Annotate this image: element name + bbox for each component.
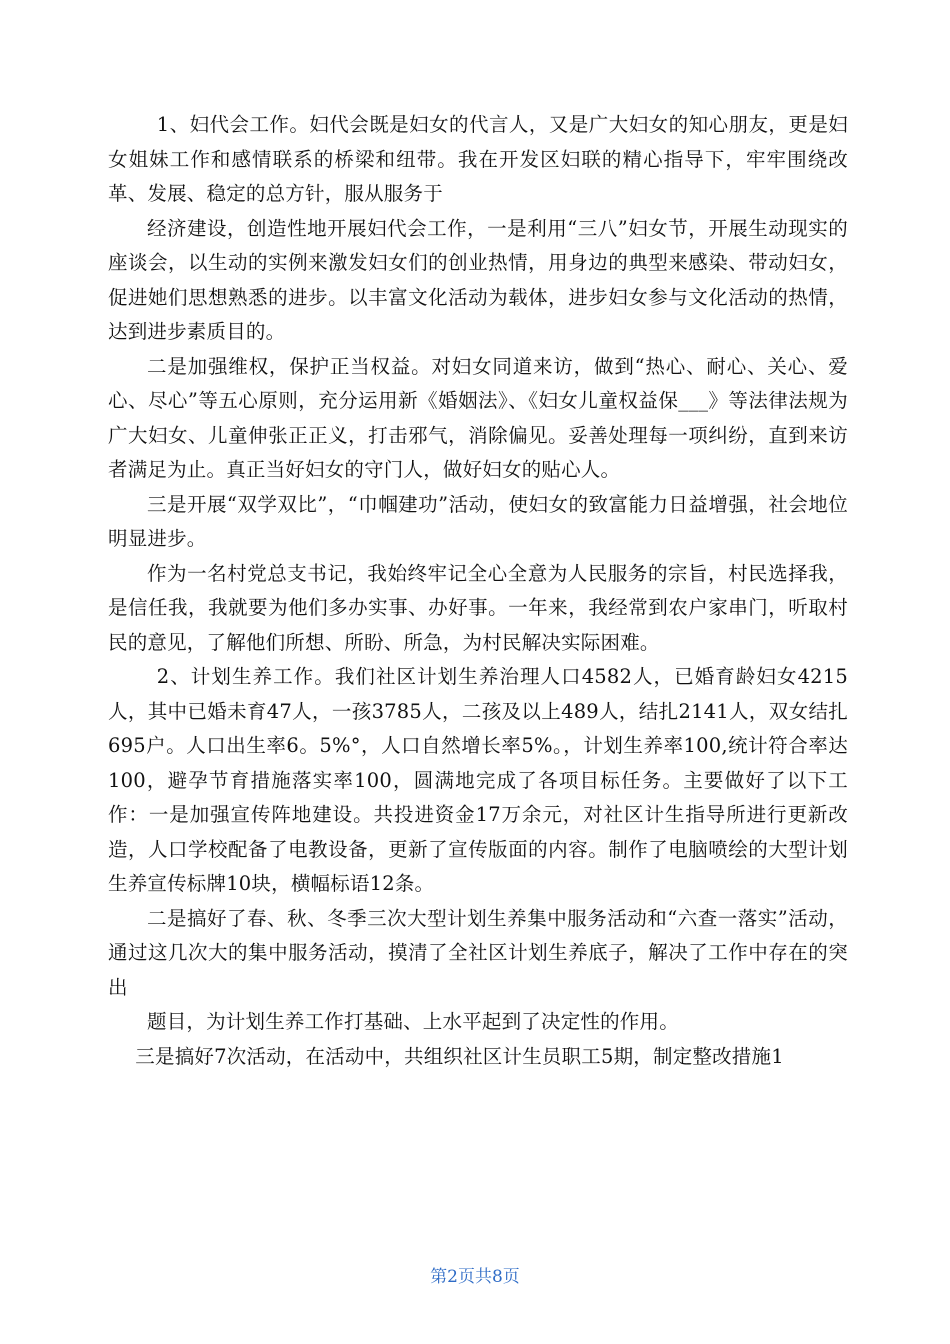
paragraph-economic-construction: 经济建设，创造性地开展妇代会工作，一是利用“三八”妇女节，开展生动现实的座谈会，以生动的实例来激发妇女们的创业热情，用身边的典型来感染、带动妇女，促进她们思想熟悉的进步。以丰富文化活动为载体，进步妇女参与文化活动的热情，达到进步素质目的。 [108, 216, 848, 343]
page-number-footer: 第2页共8页 [430, 1267, 520, 1287]
document-body [108, 108, 848, 1074]
paragraph-rights-protection: 二是加强维权，保护正当权益。对妇女同道来访，做到“热心、耐心、关心、爱心、尽心”等五心原则，充分运用新《婚姻法》、《妇女儿童权益保___》等法律法规为广大妇女、儿童伸张正正义，打击邪气，消除偏见。妥善处理每一项纠纷，直到来访者满足为止。真正当好妇女的守门人，做好妇女的贴心人。 [108, 354, 848, 481]
paragraph-seven-activities: 三是搞好7次活动，在活动中，共组织社区计生员职工5期，制定整改措施1 [135, 1044, 784, 1068]
paragraph-women-congress: 1、妇代会工作。妇代会既是妇女的代言人，又是广大妇女的知心朋友，更是妇女姐妹工作和感情联系的桥梁和纽带。我在开发区妇联的精心指导下，牢牢围绕改革、发展、稳定的总方针，服从服务于 [108, 113, 848, 205]
paragraph-double-learning: 三是开展“双学双比”，“巾帼建功”活动，使妇女的致富能力日益增强，社会地位明显进步。 [108, 492, 848, 550]
paragraph-party-secretary: 作为一名村党总支书记，我始终牢记全心全意为人民服务的宗旨，村民选择我，是信任我，我就要为他们多办实事、办好事。一年来，我经常到农户家串门，听取村民的意见，了解他们所想、所盼、所急，为村民解决实际困难。 [108, 561, 848, 654]
paragraph-service-activities: 二是搞好了春、秋、冬季三次大型计划生养集中服务活动和“六查一落实”活动，通过这几次大的集中服务活动，摸清了全社区计划生养底子，解决了工作中存在的突出 [108, 906, 848, 999]
paragraph-family-planning: 2、计划生养工作。我们社区计划生养治理人口4582人，已婚育龄妇女4215人，其中已婚未育47人，一孩3785人，二孩及以上489人，结扎2141人，双女结扎695户。人口出生率6。5%°，人口自然增长率5%。，计划生养率100,统计符合率达100，避孕节育措施落实率100，圆满地完成了各项目标任务。主要做好了以下工作：一是加强宣传阵地建设。共投进资金17万余元，对社区计生指导所进行更新改造，人口学校配备了电教设备，更新了宣传版面的内容。制作了电脑喷绘的大型计划生养宣传标牌10块，横幅标语12条。 [108, 665, 848, 895]
paragraph-problem-resolution: 题目，为计划生养工作打基础、上水平起到了决定性的作用。 [147, 1010, 679, 1033]
